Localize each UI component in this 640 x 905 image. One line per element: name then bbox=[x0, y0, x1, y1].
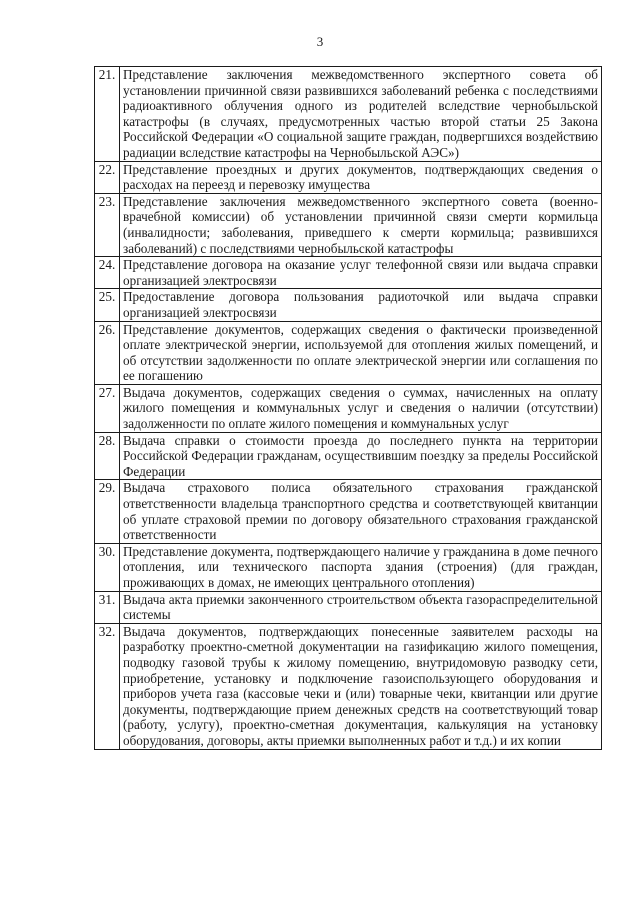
table-row bbox=[95, 432, 602, 480]
row-text: Выдача страхового полиса обязательного страхования гражданской ответственности владельца транспортного средства и соответствующей квитанции об уплате страховой премии по договору обязательного страхования гражданской ответственности bbox=[120, 480, 602, 543]
table-row bbox=[95, 623, 602, 749]
table-row bbox=[95, 480, 602, 543]
row-number: 22. bbox=[95, 161, 120, 193]
table-row bbox=[95, 321, 602, 384]
row-number: 24. bbox=[95, 257, 120, 289]
row-text: Выдача документов, содержащих сведения о суммах, начисленных на оплату жилого помещения и коммунальных услуг и сведения о наличии (отсутствии) задолженности по оплате жилого помещения и коммунальных услуг bbox=[120, 384, 602, 432]
row-number: 25. bbox=[95, 289, 120, 321]
table-row bbox=[95, 67, 602, 162]
table-row bbox=[95, 289, 602, 321]
row-number: 32. bbox=[95, 623, 120, 749]
row-number: 21. bbox=[95, 67, 120, 162]
row-text: Предоставление договора пользования радиоточкой или выдача справки организацией электросвязи bbox=[120, 289, 602, 321]
row-text: Представление заключения межведомственного экспертного совета об установлении причинной связи развившихся заболеваний ребенка с последствиями радиоактивного облучения одного из родителей вследствие чернобыльской катастрофы (в случаях, предусмотренных частью второй статьи 25 Закона Российской Федерации «О социальной защите граждан, подвергшихся воздействию радиации вследствие катастрофы на Чернобыльской АЭС») bbox=[120, 67, 602, 162]
row-text: Представление проездных и других документов, подтверждающих сведения о расходах на переезд и перевозку имущества bbox=[120, 161, 602, 193]
table-row bbox=[95, 543, 602, 591]
row-number: 29. bbox=[95, 480, 120, 543]
table-row bbox=[95, 384, 602, 432]
row-number: 26. bbox=[95, 321, 120, 384]
row-number: 27. bbox=[95, 384, 120, 432]
row-text: Представление документа, подтверждающего наличие у гражданина в доме печного отопления, или технического паспорта здания (строения) (для граждан, проживающих в домах, не имеющих центрального отопления) bbox=[120, 543, 602, 591]
services-table bbox=[94, 66, 602, 750]
table-row bbox=[95, 591, 602, 623]
row-number: 31. bbox=[95, 591, 120, 623]
row-number: 28. bbox=[95, 432, 120, 480]
row-text: Выдача документов, подтверждающих понесенные заявителем расходы на разработку проектно-сметной документации на газификацию жилого помещения, подводку газовой трубы к жилому помещению, внутридомовую разводку сети, приобретение, установку и подключение газоиспользующего оборудования и приборов учета газа (кассовые чеки и (или) товарные чеки, квитанции или другие документы, подтверждающие прием денежных средств на соответствующий товар (работу, услугу), проектно-сметная документация, калькуляция на установку оборудования, договоры, акты приемки выполненных работ и т.д.) и их копии bbox=[120, 623, 602, 749]
row-text: Представление договора на оказание услуг телефонной связи или выдача справки организацией электросвязи bbox=[120, 257, 602, 289]
row-text: Представление документов, содержащих сведения о фактически произведенной оплате электрической энергии, используемой для отопления жилых помещений, и об отсутствии задолженности по оплате электрической энергии или соглашения по ее погашению bbox=[120, 321, 602, 384]
table-row bbox=[95, 257, 602, 289]
row-number: 23. bbox=[95, 193, 120, 256]
row-text: Представление заключения межведомственного экспертного совета (военно-врачебной комиссии) об установлении причинной связи смерти кормильца (инвалидности; заболевания, приведшего к смерти кормильца; развившихся заболеваний) с последствиями чернобыльской катастрофы bbox=[120, 193, 602, 256]
page-number: 3 bbox=[316, 34, 324, 49]
row-text: Выдача справки о стоимости проезда до последнего пункта на территории Российской Федерации гражданам, осуществившим поездку за пределы Российской Федерации bbox=[120, 432, 602, 480]
row-number: 30. bbox=[95, 543, 120, 591]
table-row bbox=[95, 161, 602, 193]
row-text: Выдача акта приемки законченного строительством объекта газораспределительной системы bbox=[120, 591, 602, 623]
table-row bbox=[95, 193, 602, 256]
